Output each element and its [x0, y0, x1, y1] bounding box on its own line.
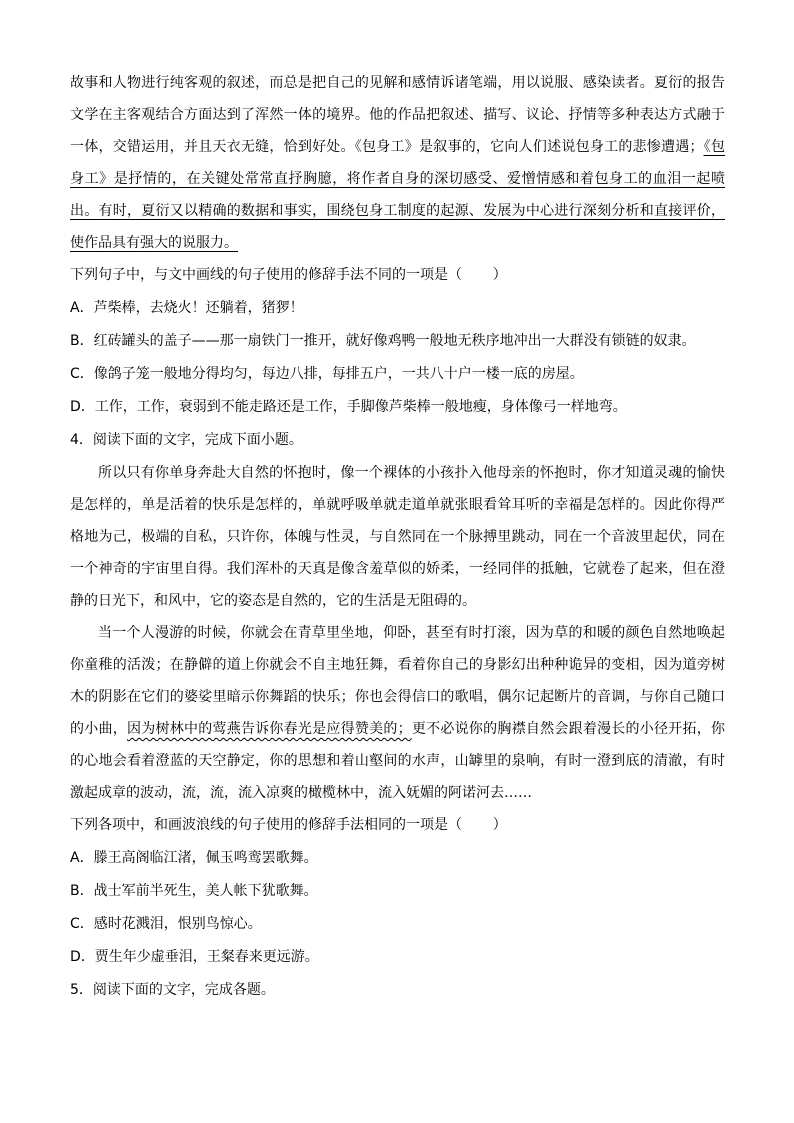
question-stem — [70, 259, 725, 292]
wavy-underlined-sentence: 因为树林中的莺燕告诉你春光是应得赞美的； — [126, 721, 412, 737]
option-d: D．工作，工作，衰弱到不能走路还是工作，手脚像芦柴棒一般地瘦，身体像弓一样地弯。 — [70, 399, 627, 415]
question-close: ） — [492, 817, 507, 833]
question-heading: 5．阅读下面的文字，完成各题。 — [70, 982, 275, 998]
question-text: 下列句子中，与文中画线的句子使用的修辞手法不同的一项是（ — [70, 267, 462, 283]
option-a: A．滕王高阁临江渚，佩玉鸣鸾罢歌舞。 — [70, 850, 318, 866]
passage-paragraph: 所以只有你单身奔赴大自然的怀抱时，像一个裸体的小孩扑入他母亲的怀抱时，你才知道灵魂的愉快是怎样的，单是活着的快乐是怎样的，单就呼吸单就走道单就张眼看耸耳听的幸福是怎样的。因此你得严格地为己，极端的自私，只许你，体魄与性灵，与自然同在一个脉搏里跳动，同在一个音波里起伏，同在一个神奇的宇宙里自得。我们浑朴的天真是像含羞草似的娇柔，一经同伴的抵触，它就卷了起来，但在澄静的日光下，和风中，它的姿态是自然的，它的生活是无阻碍的。 — [70, 465, 725, 609]
underlined-sentence: 《包身工》是抒情的，在关键处常常直抒胸臆，将作者自身的深切感受、爱憎情感和着包身工的血泪一起喷出。有时，夏衍又以精确的数据和事实，围绕包身工制度的起源、发展为中心进行深刻分析和直接评价，使作品具有强大的说服力。 — [70, 139, 726, 251]
question-text: 下列各项中，和画波浪线的句子使用的修辞手法相同的一项是（ — [70, 817, 462, 833]
option-c: C．感时花溅泪，恨别鸟惊心。 — [70, 916, 262, 932]
option-b: B．红砖罐头的盖子——那一扇铁门一推开，就好像鸡鸭一般地无秩序地冲出一大群没有锁链的奴隶。 — [70, 333, 696, 349]
passage-text: 故事和人物进行纯客观的叙述，而总是把自己的见解和感情诉诸笔端，用以说服、感染读者。夏衍的报告文学在主客观结合方面达到了浑然一体的境界。他的作品把叙述、描写、议论、抒情等多种表达方式融于一体，交错运用，并且天衣无缝，恰到好处。《包身工》是叙事的，它向人们述说包身工的悲惨遭遇； — [70, 75, 725, 155]
option-a: A．芦柴棒，去烧火！还躺着，猪猡！ — [70, 300, 304, 316]
option-b: B．战士军前半死生，美人帐下犹歌舞。 — [70, 883, 318, 899]
document-page — [70, 67, 725, 1007]
option-c: C．像鸽子笼一般地分得均匀，每边八排，每排五户，一共八十户一楼一底的房屋。 — [70, 366, 584, 382]
option-d: D．贾生年少虚垂泪，王粲春来更远游。 — [70, 949, 319, 965]
question-close: ） — [492, 267, 507, 283]
passage-paragraph — [70, 617, 725, 809]
passage-text: 当一个人漫游的时候，你就会在青草里坐地，仰卧，甚至有时打滚，因为草的和暖的颜色自然地唤起你童稚的活泼；在静僻的道上你就会不自主地狂舞，看着你自己的身影幻出种种诡异的变相，因为道旁树木的阴影在它们的婆娑里暗示你舞蹈的快乐；你也会得信口的歌唱，偶尔记起断片的音调，与你自己随口的小曲， — [70, 625, 725, 737]
question-heading: 4．阅读下面的文字，完成下面小题。 — [70, 432, 303, 448]
passage-text: 更不必说你的胸襟自然会跟着漫长的小径开拓，你的心地会看着澄蓝的天空静定，你的思想和着山壑间的水声，山罅里的泉响，有时一澄到底的清澈，有时激起成章的波动，流，流，流入凉爽的橄榄林中，流入妩媚的阿诺河去…… — [70, 721, 726, 801]
passage-paragraph — [70, 67, 725, 259]
question-stem — [70, 809, 725, 842]
